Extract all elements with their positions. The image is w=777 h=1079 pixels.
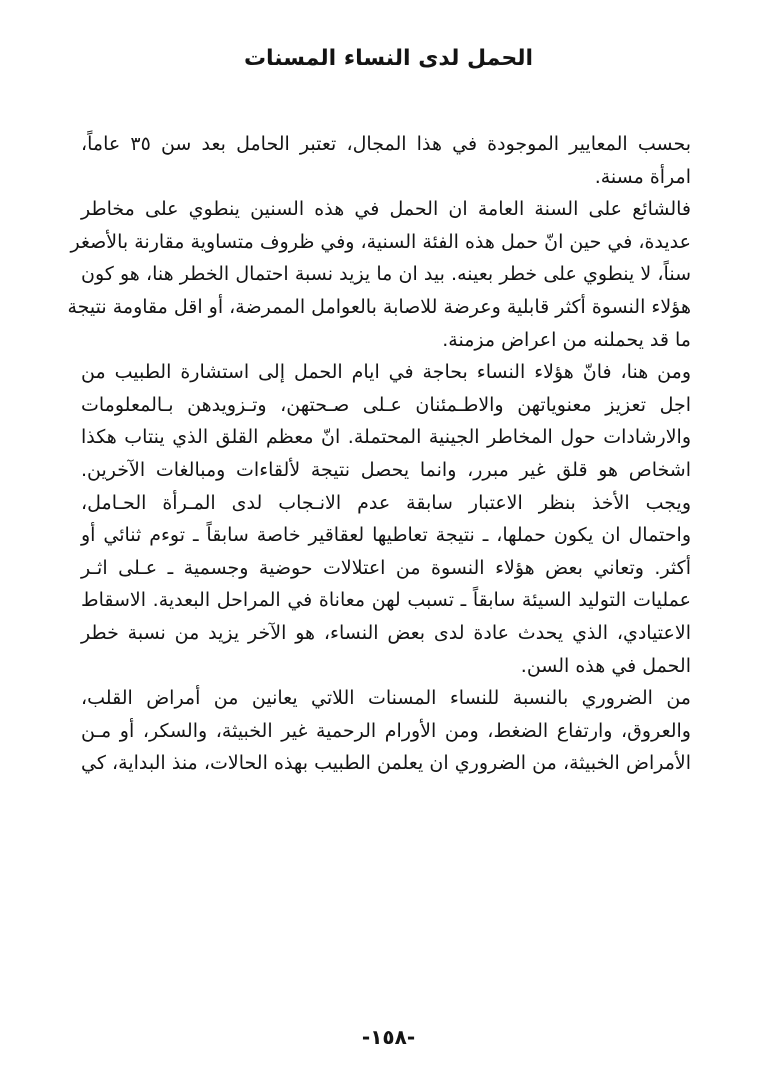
text-line: ويجب الأخذ بنظر الاعتبار سابقة عدم الانـجاب لدى المـرأة الحـامل، (81, 491, 691, 514)
text-line: سناً، لا ينطوي على خطر بعينه. بيد ان ما يزيد نسبة احتمال الخطر هنا، هو كون (81, 263, 691, 286)
text-line: الاعتيادي، الذي يحدث عادة لدى بعض النساء، هو الآخر يزيد من نسبة خطر (81, 621, 691, 644)
text-line: بحسب المعايير الموجودة في هذا المجال، تعتبر الحامل بعد سن ٣٥ عاماً، (81, 133, 692, 155)
text-line: أكثر. وتعاني بعض هؤلاء النسوة من اعتلالات حوضية وجسمية ـ عـلى اثـر (81, 556, 691, 579)
text-line: فالشائع على السنة العامة ان الحمل في هذه السنين ينطوي على مخاطر (81, 198, 691, 221)
text-line: امرأة مسنة. (594, 165, 691, 188)
text-line: من الضروري بالنسبة للنساء المسنات اللاتي يعانين من أمراض القلب، (81, 687, 691, 710)
text-line: اشخاص هو قلق غير مبرر، وانما يحصل نتيجة لألقاءات ومبالغات الآخرين. (81, 458, 691, 481)
text-line: والعروق، وارتفاع الضغط، ومن الأورام الرحمية غير الخبيثة، والسكر، أو مـن (81, 719, 691, 742)
page-number: -١٥٨- (361, 1025, 416, 1049)
text-line: والارشادات حول المخاطر الجينية المحتملة. انّ معظم القلق الذي ينتاب هكذا (81, 426, 691, 449)
text-line: هؤلاء النسوة أكثر قابلية وعرضة للاصابة بالعوامل الممرضة، أو اقل مقاومة نتيجة (67, 295, 691, 318)
text-line: الحمل في هذه السن. (520, 654, 691, 677)
text-line: واحتمال ان يكون حملها، ـ نتيجة تعاطيها لعقاقير خاصة سابقاً ـ توءم ثنائي أو (81, 524, 691, 547)
text-line: ما قد يحملنه من اعراض مزمنة. (442, 328, 691, 351)
text-line: الأمراض الخبيثة، من الضروري ان يعلمن الطبيب بهذه الحالات، منذ البداية، كي (81, 752, 691, 775)
text-line: عديدة، في حين انّ حمل هذه الفئة السنية، وفي ظروف متساوية مقارنة بالأصغر (70, 230, 691, 253)
text-line: ومن هنا، فانّ هؤلاء النساء بحاجة في ايام الحمل إلى استشارة الطبيب من (81, 361, 691, 384)
body-text (67, 128, 692, 780)
text-line: اجل تعزيز معنوياتهن والاطـمئنان عـلى صـحتهن، وتـزويدهن بـالمعلومات (81, 393, 691, 416)
text-line: عمليات التوليد السيئة سابقاً ـ تسبب لهن معاناة في المراحل البعدية. الاسقاط (81, 589, 691, 612)
page-title: الحمل لدى النساء المسنات (243, 46, 534, 71)
